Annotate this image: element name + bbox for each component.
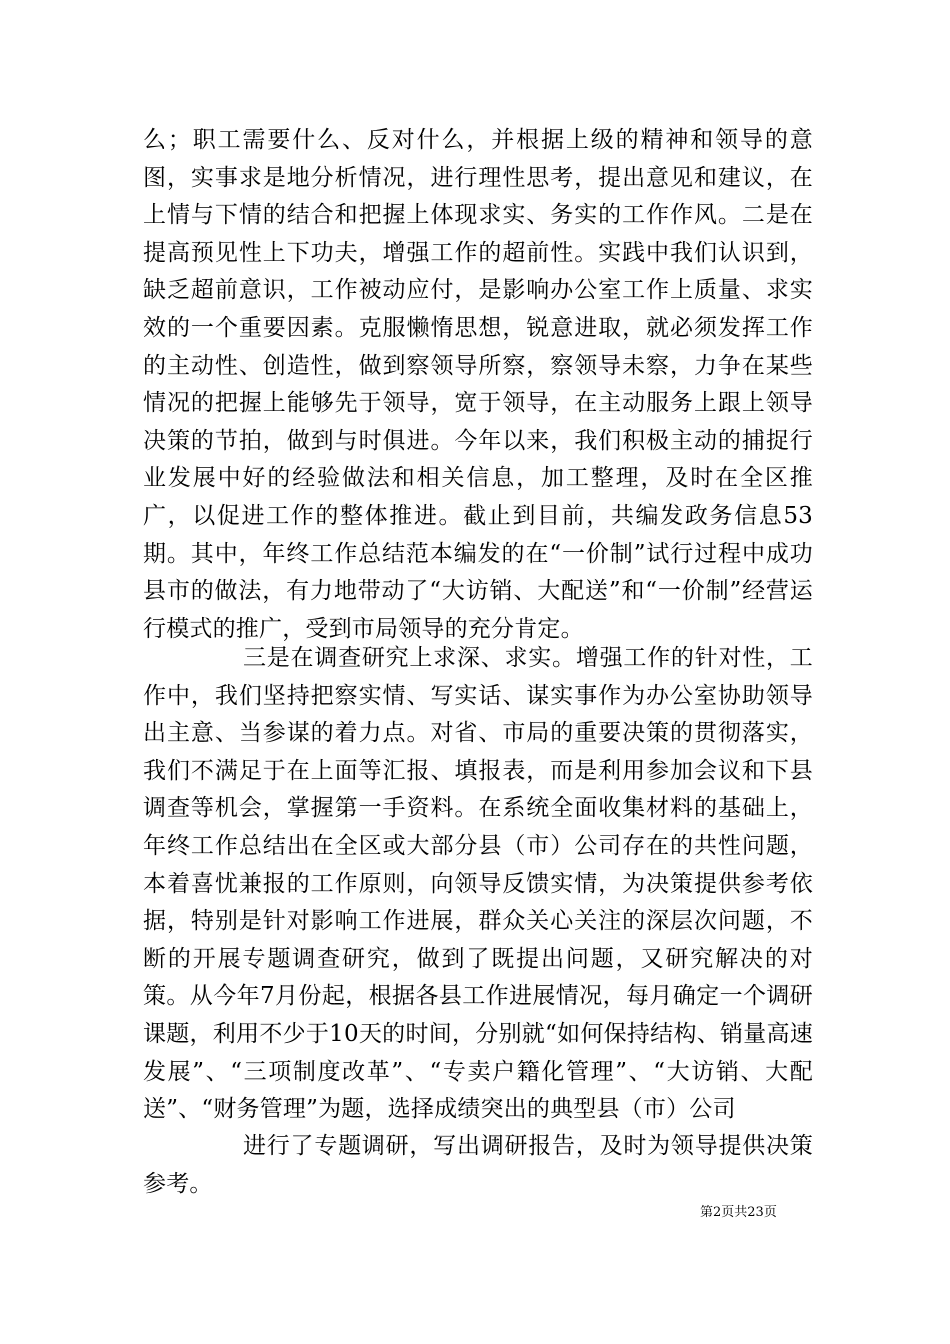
body-paragraph-3: 进行了专题调研，写出调研报告，及时为领导提供决策参考。: [143, 1133, 813, 1197]
body-paragraph-1: 么；职工需要什么、反对什么，并根据上级的精神和领导的意图，实事求是地分析情况，进行理性思考，提出意见和建议，在上情与下情的结合和把握上体现求实、务实的工作作风。二是在提高预见性上下功夫，增强工作的超前性。实践中我们认识到，缺乏超前意识，工作被动应付，是影响办公室工作上质量、求实效的一个重要因素。克服懒惰思想，锐意进取，就必须发挥工作的主动性、创造性，做到察领导所察，察领导未察，力争在某些情况的把握上能够先于领导，宽于领导，在主动服务上跟上领导决策的节拍，做到与时俱进。今年以来，我们积极主动的捕捉行业发展中好的经验做法和相关信息，加工整理，及时在全区推广，以促进工作的整体推进。截止到目前，共编发政务信息53期。其中，年终工作总结范本编发的在“一价制”试行过程中成功县市的做法，有力地带动了“大访销、大配送”和“一价制”经营运行模式的推广，受到市局领导的充分肯定。: [143, 127, 813, 642]
body-paragraph-2: 三是在调查研究上求深、求实。增强工作的针对性，工作中，我们坚持把察实情、写实话、谋实事作为办公室协助领导出主意、当参谋的着力点。对省、市局的重要决策的贯彻落实，我们不满足于在上面等汇报、填报表，而是利用参加会议和下县调查等机会，掌握第一手资料。在系统全面收集材料的基础上，年终工作总结出在全区或大部分县（市）公司存在的共性问题，本着喜忧兼报的工作原则，向领导反馈实情，为决策提供参考依据，特别是针对影响工作进展，群众关心关注的深层次问题，不断的开展专题调查研究，做到了既提出问题，又研究解决的对策。从今年7月份起，根据各县工作进展情况，每月确定一个调研课题，利用不少于10天的时间，分别就“如何保持结构、销量高速发展”、“三项制度改革”、“专卖户籍化管理”、“大访销、大配送”、“财务管理”为题，选择成绩突出的典型县（市）公司: [143, 645, 813, 1123]
page-number-footer: 第2页共23页: [700, 1205, 777, 1220]
